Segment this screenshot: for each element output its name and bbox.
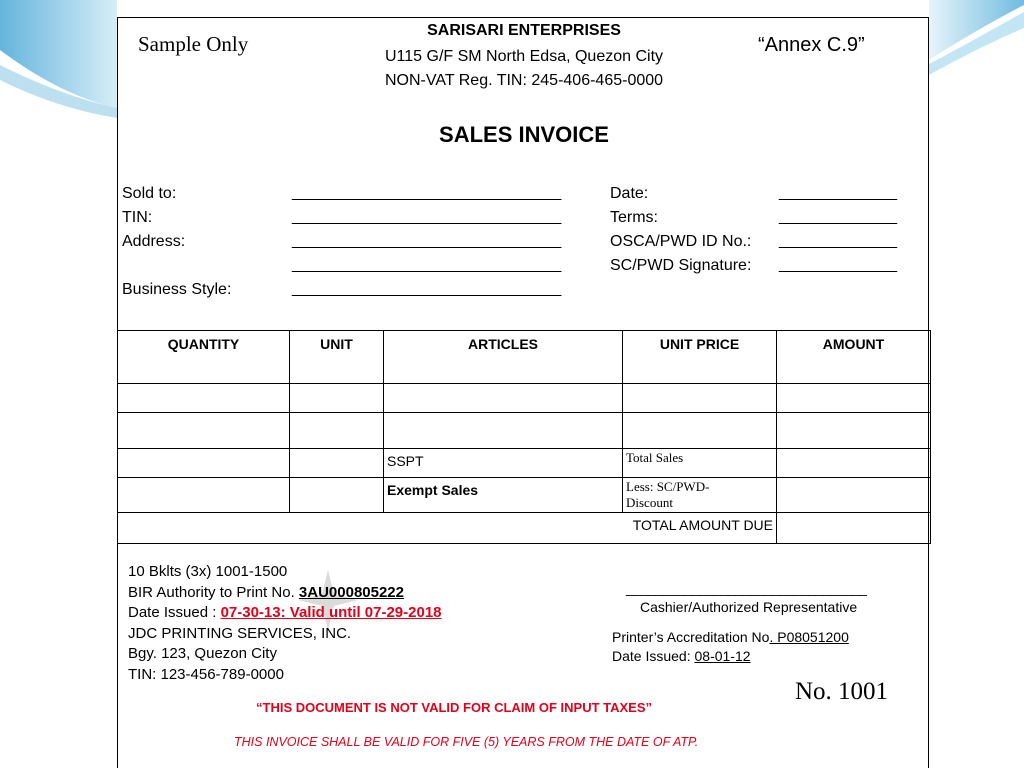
sc-pwd-signature-label: SC/PWD Signature: xyxy=(610,257,752,274)
table-cell[interactable] xyxy=(623,384,777,413)
sold-to-line[interactable]: ________________________________ xyxy=(292,184,561,201)
booklets-info: 10 Bklts (3x) 1001-1500 xyxy=(128,563,288,580)
sample-only-label: Sample Only xyxy=(138,32,249,56)
accreditation-label: Printer’s Accreditation No xyxy=(612,629,770,645)
company-name: SARISARI ENTERPRISES xyxy=(427,22,621,39)
invoice-title: SALES INVOICE xyxy=(439,122,609,147)
accreditation-date-value: 08-01-12 xyxy=(694,648,751,664)
bir-authority-label: BIR Authority to Print No. xyxy=(128,584,299,601)
table-cell[interactable] xyxy=(623,413,777,449)
business-style-line[interactable]: ________________________________ xyxy=(292,280,561,297)
table-cell[interactable] xyxy=(290,413,384,449)
date-line[interactable]: ______________ xyxy=(779,184,897,201)
date-issued-value: 07-30-13: Valid until 07-29-2018 xyxy=(220,604,442,621)
sc-pwd-signature-line[interactable]: ______________ xyxy=(779,256,897,273)
input-tax-notice: “THIS DOCUMENT IS NOT VALID FOR CLAIM OF INPUT TAXES” xyxy=(256,700,653,715)
accreditation-number: . P08051200 xyxy=(769,629,849,645)
header-unit-price: UNIT PRICE xyxy=(623,331,777,384)
signature-line[interactable]: _________________________________ xyxy=(626,580,867,596)
bir-authority xyxy=(128,584,404,601)
company-address: U115 G/F SM North Edsa, Quezon City xyxy=(384,48,664,65)
printer-address: Bgy. 123, Quezon City xyxy=(128,645,277,662)
table-cell[interactable] xyxy=(777,384,931,413)
address-line-2[interactable]: ________________________________ xyxy=(292,256,561,273)
date-issued-label: Date Issued : xyxy=(128,604,221,621)
less-discount-label: Less: SC/PWD-Discount xyxy=(626,479,710,510)
invoice-sheet xyxy=(117,17,929,768)
address-line[interactable]: ________________________________ xyxy=(292,232,561,249)
table-cell[interactable] xyxy=(118,384,290,413)
printer-tin: TIN: 123-456-789-0000 xyxy=(128,666,284,683)
header-quantity: QUANTITY xyxy=(118,331,290,384)
total-sales-amount[interactable] xyxy=(777,449,931,478)
total-amount-due-label: TOTAL AMOUNT DUE xyxy=(632,517,773,533)
accreditation-date xyxy=(612,648,751,664)
items-table xyxy=(117,330,931,544)
accreditation xyxy=(612,629,849,645)
annex-label: “Annex C.9” xyxy=(758,34,865,56)
table-cell[interactable] xyxy=(118,449,290,478)
printer-name: JDC PRINTING SERVICES, INC. xyxy=(128,625,352,642)
table-cell[interactable] xyxy=(118,478,290,513)
cashier-label: Cashier/Authorized Representative xyxy=(640,599,858,615)
table-cell[interactable] xyxy=(777,413,931,449)
tin-label: TIN: xyxy=(122,209,153,226)
exempt-sales-label: Exempt Sales xyxy=(387,482,479,498)
header-articles: ARTICLES xyxy=(384,331,623,384)
table-row xyxy=(118,384,931,413)
invoice-number: No. 1001 xyxy=(795,678,889,705)
header-amount: AMOUNT xyxy=(777,331,931,384)
discount-amount[interactable] xyxy=(777,478,931,513)
osca-pwd-label: OSCA/PWD ID No.: xyxy=(610,233,752,250)
table-cell[interactable] xyxy=(384,413,623,449)
table-cell[interactable] xyxy=(290,384,384,413)
company-tin: NON-VAT Reg. TIN: 245-406-465-0000 xyxy=(384,72,664,89)
total-amount-due-value[interactable] xyxy=(777,513,931,544)
bir-authority-number: 3AU000805222 xyxy=(298,584,404,601)
accreditation-date-label: Date Issued: xyxy=(612,648,695,664)
date-issued xyxy=(128,604,442,621)
date-label: Date: xyxy=(610,185,649,202)
total-sales-label: Total Sales xyxy=(626,450,684,465)
tin-line[interactable]: ________________________________ xyxy=(292,208,561,225)
table-row xyxy=(118,513,931,544)
validity-notice: THIS INVOICE SHALL BE VALID FOR FIVE (5) YEARS FROM THE DATE OF ATP. xyxy=(234,735,699,749)
business-style-label: Business Style: xyxy=(122,281,232,298)
sold-to-label: Sold to: xyxy=(122,185,177,202)
table-row xyxy=(118,413,931,449)
table-cell[interactable] xyxy=(384,384,623,413)
table-cell[interactable] xyxy=(290,478,384,513)
osca-pwd-line[interactable]: ______________ xyxy=(779,232,897,249)
address-label: Address: xyxy=(122,233,186,250)
terms-label: Terms: xyxy=(610,209,658,226)
terms-line[interactable]: ______________ xyxy=(779,208,897,225)
header-unit: UNIT xyxy=(290,331,384,384)
table-cell[interactable] xyxy=(118,413,290,449)
table-cell[interactable] xyxy=(290,449,384,478)
table-row xyxy=(118,478,931,513)
sspt-label: SSPT xyxy=(387,453,424,469)
table-row xyxy=(118,449,931,478)
